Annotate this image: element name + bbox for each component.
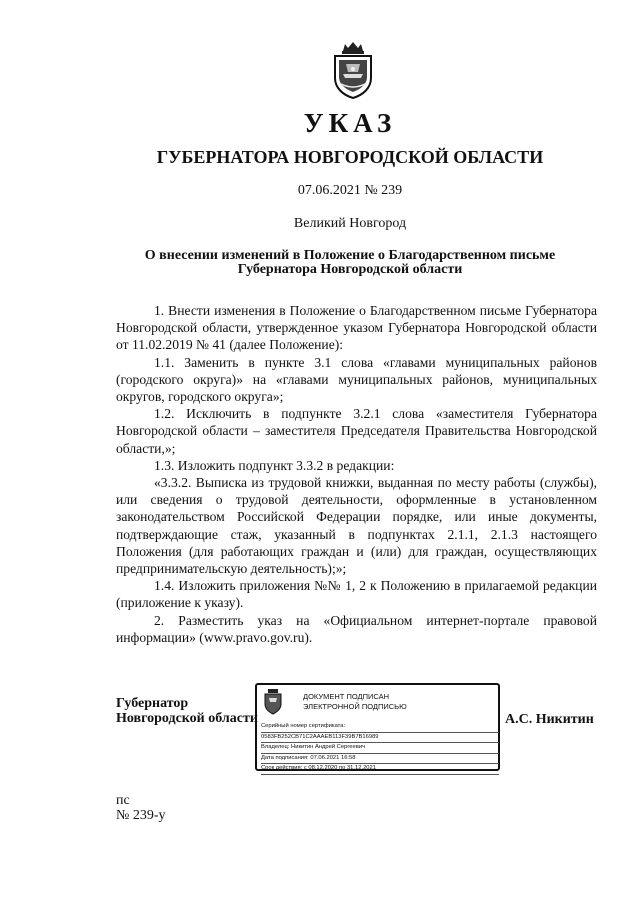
subject-line: Губернатора Новгородской области	[237, 262, 463, 277]
serial-label: Серийный номер сертификата:	[261, 722, 499, 733]
paragraph: 1.2. Исключить в подпункте 3.2.1 слова «заместителя Губернатора Новгородской области – заместителя Председателя Правительства Новгородской области,»;	[116, 406, 597, 456]
stamp-heading-line: ДОКУМЕНТ ПОДПИСАН	[303, 692, 390, 701]
position-line: Губернатор	[116, 696, 189, 711]
signatory-position	[116, 696, 258, 726]
subject-line: О внесении изменений в Положение о Благодарственном письме	[144, 248, 556, 263]
stamp-heading	[303, 692, 407, 712]
paragraph: 1.1. Заменить в пункте 3.1 слова «главами муниципальных районов (городского округа)» на «главами муниципальных районов, муниципальных округов, городского округа»;	[116, 354, 597, 405]
paragraph: 1.3. Изложить подпункт 3.3.2 в редакции:	[154, 457, 395, 473]
paragraph: 1. Внести изменения в Положение о Благодарственном письме Губернатора Новгородской области, утвержденное указом Губернатора Новгородской области от 11.02.2019 № 41 (далее Положение):	[116, 303, 597, 353]
electronic-signature-stamp	[255, 683, 500, 771]
paragraph: 1.4. Изложить приложения №№ 1, 2 к Положению в прилагаемой редакции (приложение к указу).	[116, 578, 597, 611]
footer-line: пс	[116, 793, 130, 808]
stamp-heading-line: ЭЛЕКТРОННОЙ ПОДПИСЬЮ	[303, 702, 407, 711]
position-line: Новгородской области	[116, 711, 258, 726]
document-body	[116, 302, 597, 646]
stamp-emblem-icon	[263, 689, 283, 715]
certificate-owner: Владелец: Никитин Андрей Сергеевич	[261, 743, 499, 754]
document-title: УКАЗ	[303, 108, 397, 138]
paragraph: 2. Разместить указ на «Официальном интернет-портале правовой информации» (www.pravo.gov.ru).	[116, 612, 597, 645]
document-subject	[30, 249, 640, 277]
signing-date: Дата подписания: 07.06.2021 16:58	[261, 754, 499, 765]
paragraph: «3.3.2. Выписка из трудовой книжки, выданная по месту работы (службы), или сведения о трудовой деятельности, оформленные в установленном законодательством Российской Федерации порядке, или иные документы, подтверждающие стаж, указанный в подпунктах 2.1.1, 2.1.3 настоящего Положения (для работающих граждан и (или) для граждан, осуществляющих предпринимательскую деятельность);»;	[116, 475, 597, 577]
date-and-number: 07.06.2021 № 239	[297, 183, 403, 198]
coat-of-arms-icon	[331, 40, 375, 100]
city: Великий Новгород	[293, 216, 407, 231]
certificate-details	[261, 722, 499, 775]
document-footer	[116, 793, 166, 823]
signatory-name: А.С. Никитин	[505, 712, 594, 727]
footer-line: № 239-у	[116, 808, 166, 823]
serial-number: 0583FB252CB71C2AAAEB113F39B7B16989	[261, 733, 499, 744]
validity-period: Срок действия: с 08.12.2020 по 31.12.2021	[261, 764, 499, 775]
issuing-authority: ГУБЕРНАТОРА НОВГОРОДСКОЙ ОБЛАСТИ	[156, 147, 544, 167]
